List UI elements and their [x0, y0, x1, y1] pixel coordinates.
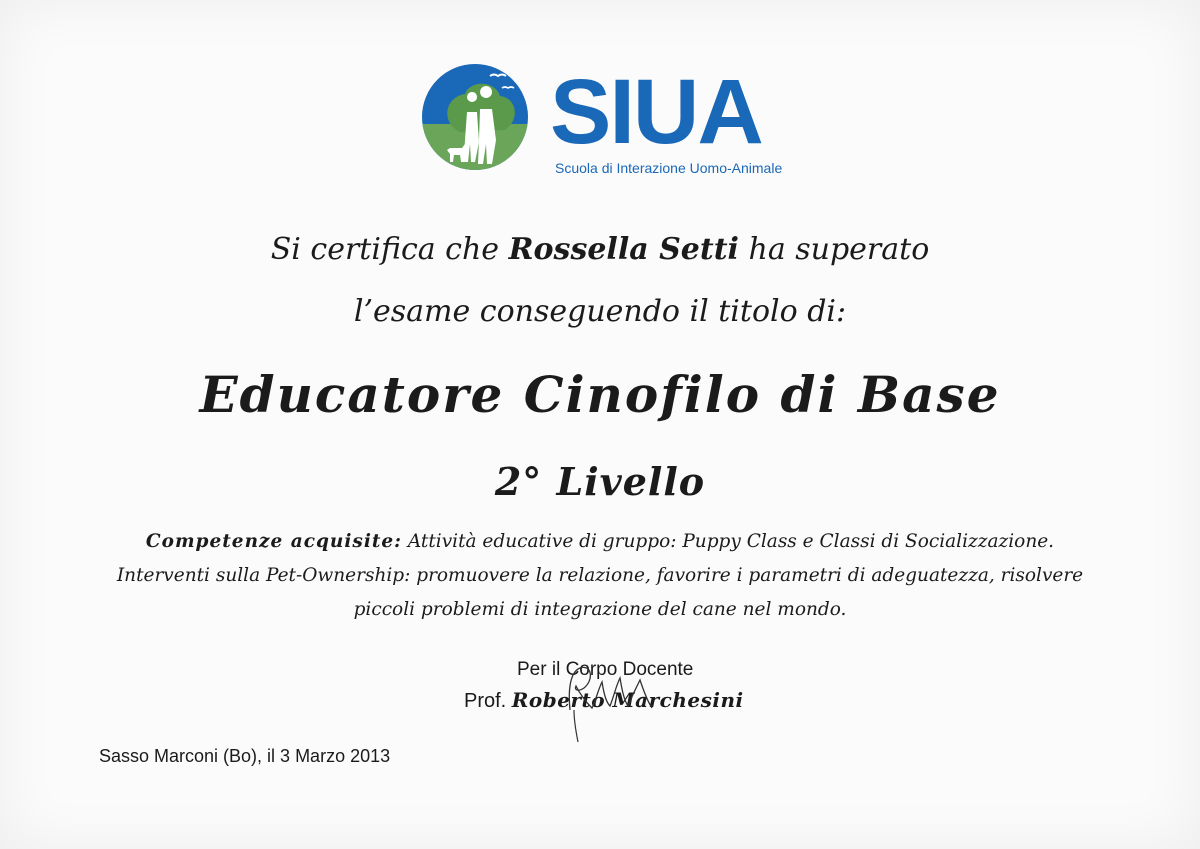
competences-line-2: Interventi sulla Pet-Ownership: promuovere la relazione, favorire i parametri di adeguatezza, risolvere: [116, 565, 1084, 586]
certify-prefix: Si certifica che: [270, 232, 509, 267]
recipient-name: Rossella Setti: [508, 232, 739, 267]
certify-suffix: ha superato: [738, 232, 930, 267]
exam-line: l’esame conseguendo il titolo di:: [353, 294, 847, 329]
certificate-level: 2° Livello: [494, 459, 706, 504]
signatory-prefix: Prof.: [464, 690, 512, 712]
competences-label: Competenze acquisite:: [145, 531, 403, 552]
logo-subtitle: Scuola di Interazione Uomo-Animale: [555, 160, 783, 176]
competences-line-3: piccoli problemi di integrazione del cane nel mondo.: [353, 599, 847, 620]
certificate-title: Educatore Cinofilo di Base: [199, 365, 1001, 424]
competences-text-1: Attività educative di gruppo: Puppy Class e Classi di Socializzazione.: [402, 531, 1055, 552]
siua-logo: [420, 62, 820, 182]
place-and-date: Sasso Marconi (Bo), il 3 Marzo 2013: [99, 746, 391, 766]
certify-line: [0, 232, 1200, 267]
competences-line-1: [0, 525, 1200, 559]
people-tree-emblem-icon: [420, 62, 530, 172]
signatory-line: [464, 688, 744, 713]
logo-wordmark: SIUA: [550, 61, 762, 163]
faculty-label: Per il Corpo Docente: [517, 659, 694, 680]
signatory-name: Roberto Marchesini: [511, 688, 744, 712]
